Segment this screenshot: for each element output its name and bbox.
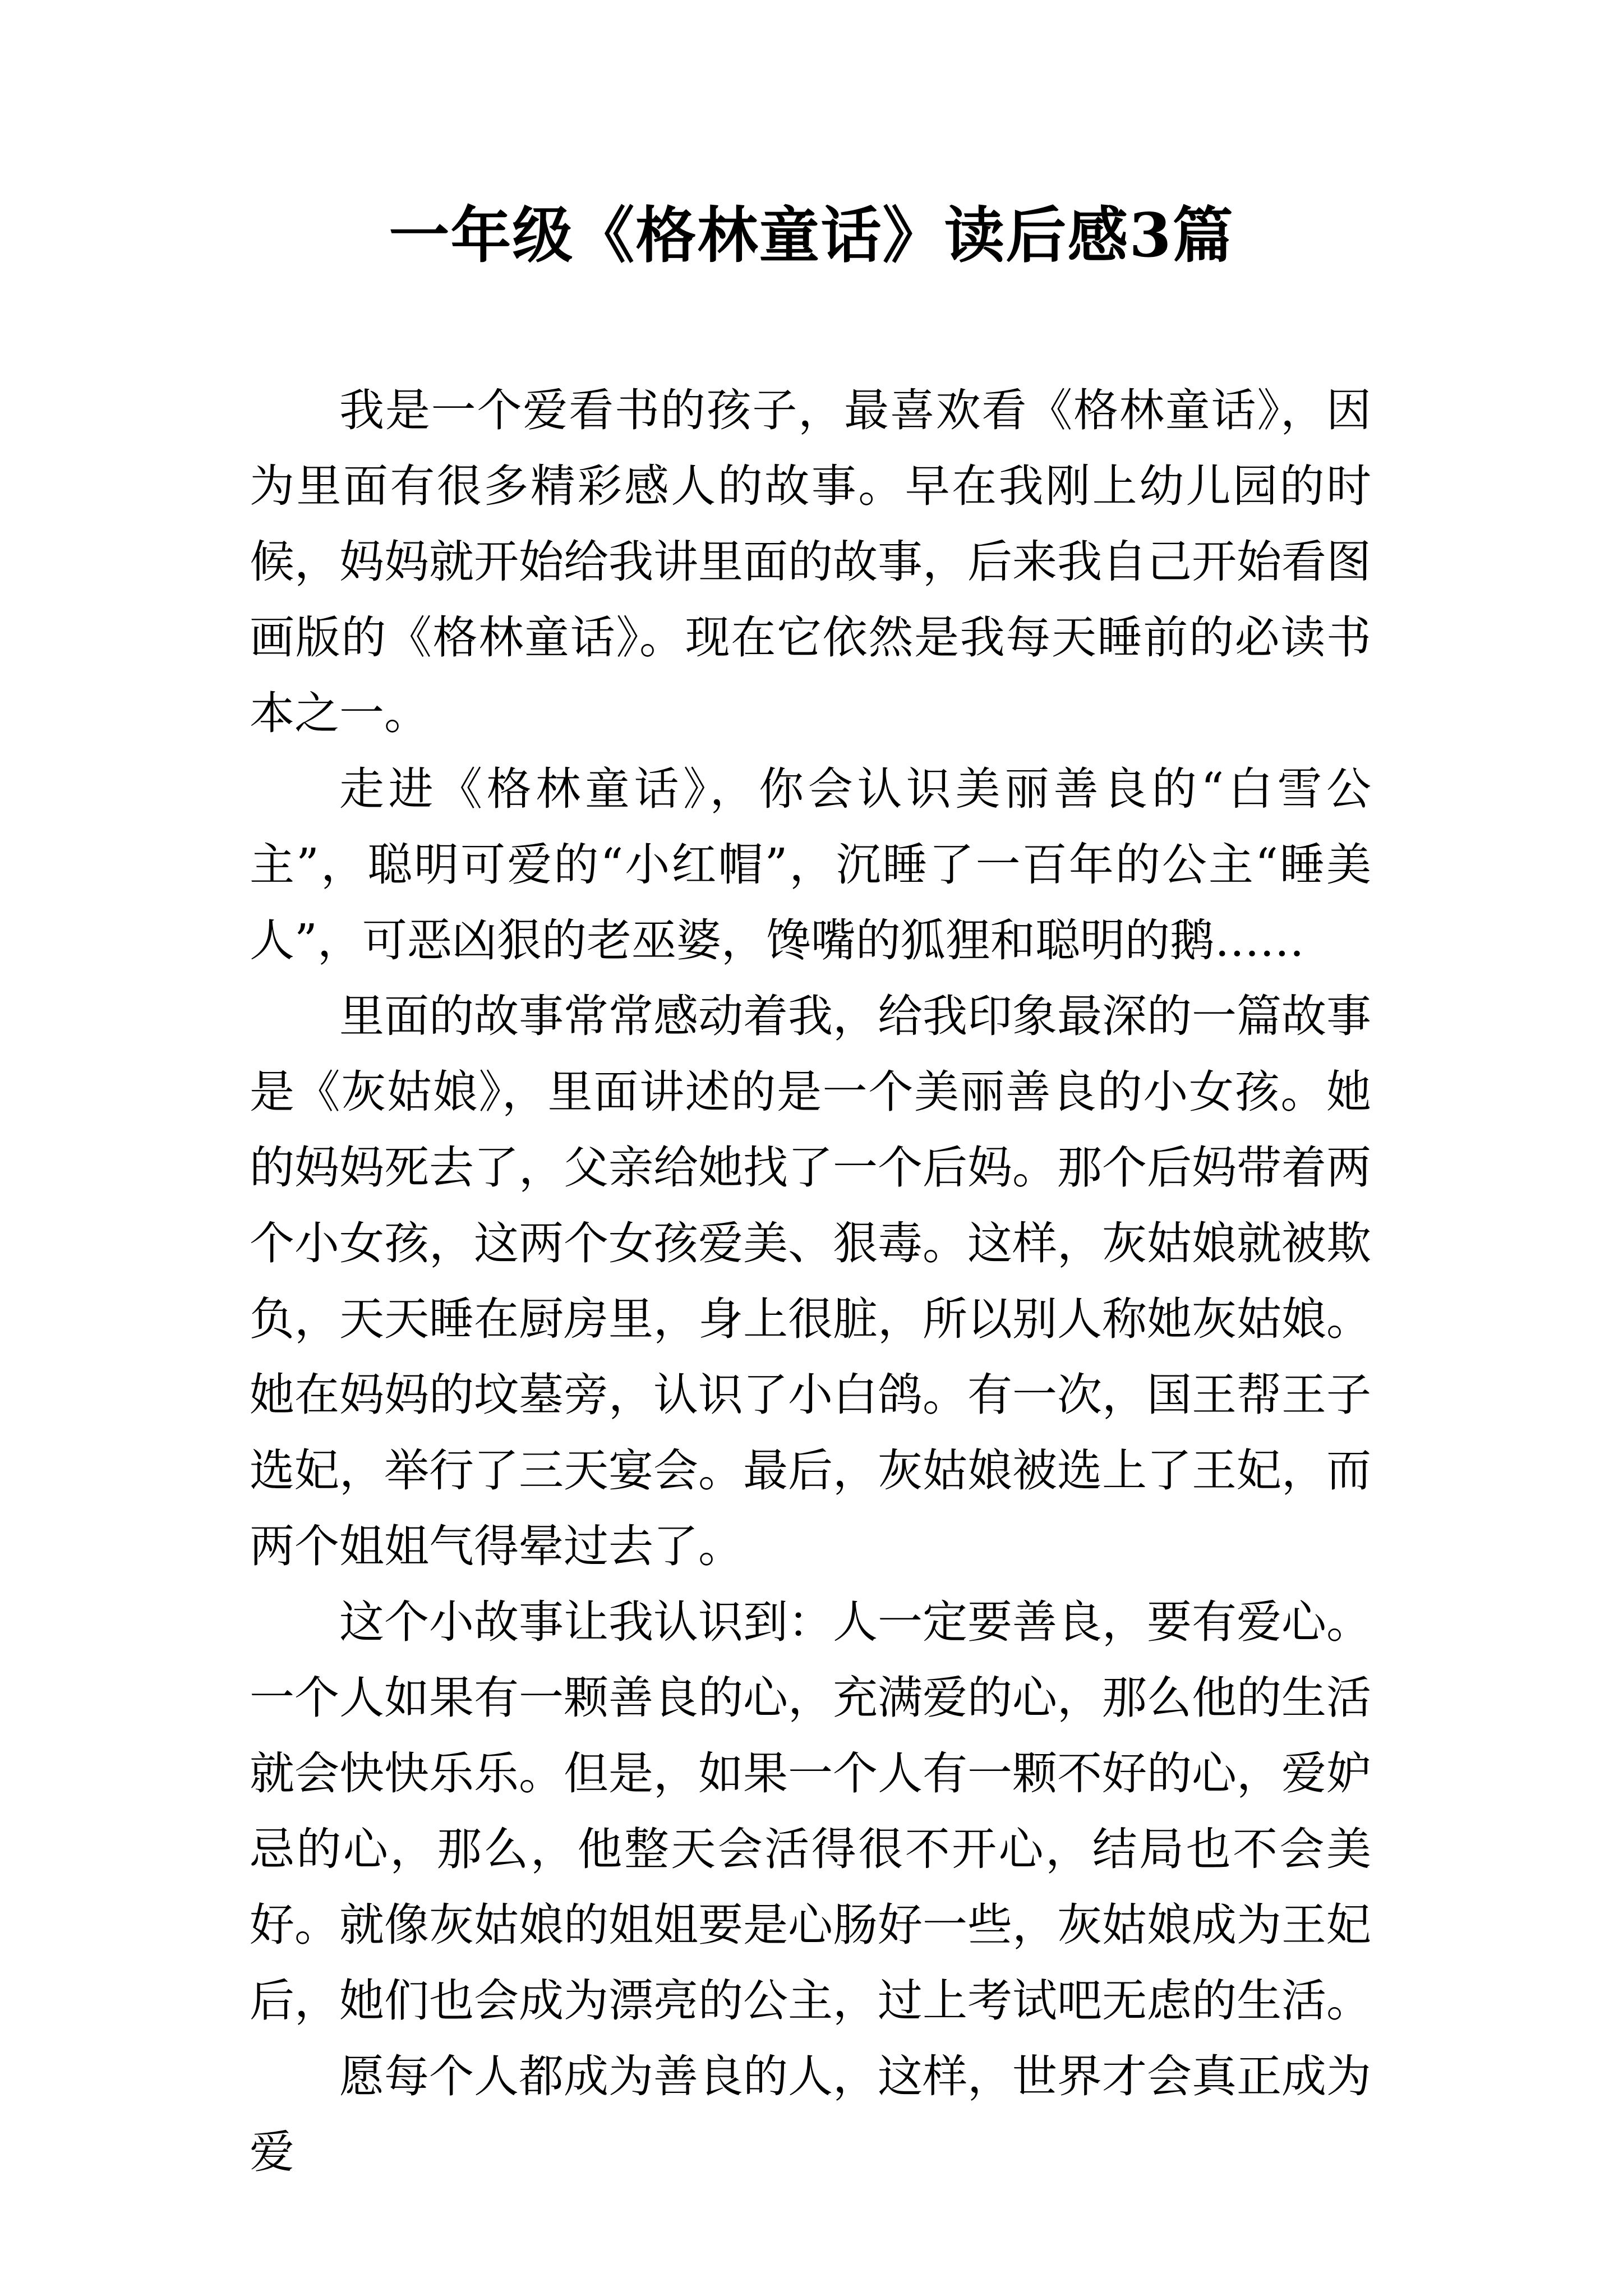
paragraph-3: 里面的故事常常感动着我，给我印象最深的一篇故事是《灰姑娘》，里面讲述的是一个美丽善良的小女孩。她的妈妈死去了，父亲给她找了一个后妈。那个后妈带着两个小女孩，这两个女孩爱美、狠毒。这样，灰姑娘就被欺负，天天睡在厨房里，身上很脏，所以别人称她灰姑娘。她在妈妈的坟墓旁，认识了小白鸽。有一次，国王帮王子选妃，举行了三天宴会。最后，灰姑娘被选上了王妃，而两个姐姐气得晕过去了。	[250, 990, 1371, 1572]
document-body	[250, 372, 1371, 2190]
document-title: 一年级《格林童话》读后感3篇	[389, 200, 1234, 271]
paragraph-1: 我是一个爱看书的孩子，最喜欢看《格林童话》，因为里面有很多精彩感人的故事。早在我刚上幼儿园的时候，妈妈就开始给我讲里面的故事，后来我自己开始看图画版的《格林童话》。现在它依然是我每天睡前的必读书本之一。	[250, 384, 1371, 739]
paragraph-2: 走进《格林童话》，你会认识美丽善良的“白雪公主”，聪明可爱的“小红帽”，沉睡了一百年的公主“睡美人”，可恶凶狠的老巫婆，馋嘴的狐狸和聪明的鹅……	[250, 763, 1371, 967]
paragraph-4: 这个小故事让我认识到：人一定要善良，要有爱心。一个人如果有一颗善良的心，充满爱的心，那么他的生活就会快快乐乐。但是，如果一个人有一颗不好的心，爱妒忌的心，那么，他整天会活得很不开心，结局也不会美好。就像灰姑娘的姐姐要是心肠好一些，灰姑娘成为王妃后，她们也会成为漂亮的公主，过上考试吧无虑的生活。	[250, 1596, 1371, 2027]
paragraph-5: 愿每个人都成为善良的人，这样，世界才会真正成为爱	[250, 2050, 1371, 2178]
